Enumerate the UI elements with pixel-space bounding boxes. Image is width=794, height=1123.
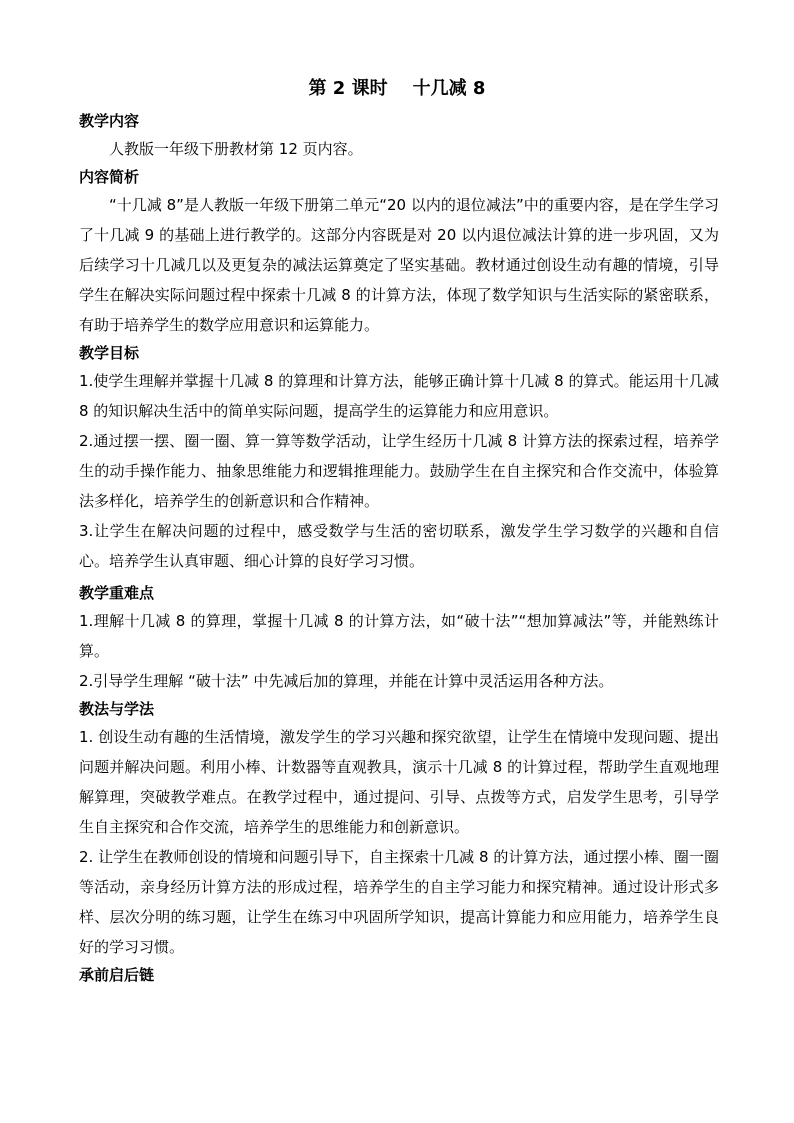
section-heading: 教法与学法 bbox=[79, 700, 155, 718]
document-body bbox=[79, 108, 719, 988]
paragraph: 2.引导学生理解 “破十法” 中先减后加的算理，并能在计算中灵活运用各种方法。 bbox=[79, 672, 614, 690]
paragraph: 1.使学生理解并掌握十几减 8 的算理和计算方法，能够正确计算十几减 8 的算式。能运用十几减 8 的知识解决生活中的简单实际问题，提高学生的运算能力和应用意识。 bbox=[79, 372, 719, 420]
section-heading: 承前启后链 bbox=[79, 966, 155, 984]
section-continuity bbox=[79, 962, 719, 988]
section-key-points bbox=[79, 580, 719, 696]
paragraph: 2. 让学生在教师创设的情境和问题引导下，自主探索十几减 8 的计算方法，通过摆小棒、圈一圈等活动，亲身经历计算方法的形成过程，培养学生的自主学习能力和探究精神。通过设计形式多样、层次分明的练习题，让学生在练习中巩固所学知识，提高计算能力和应用能力，培养学生良好的学习习惯。 bbox=[79, 848, 719, 956]
paragraph: 1. 创设生动有趣的生活情境，激发学生的学习兴趣和探究欲望，让学生在情境中发现问题、提出问题并解决问题。利用小棒、计数器等直观教具，演示十几减 8 的计算过程，帮助学生直观地理解算理，突破教学难点。在教学过程中，通过提问、引导、点拨等方式，启发学生思考，引导学生自主探究和合作交流，培养学生的思维能力和创新意识。 bbox=[79, 728, 719, 836]
paragraph: “十几减 8”是人教版一年级下册第二单元“20 以内的退位减法”中的重要内容，是在学生学习了十几减 9 的基础上进行教学的。这部分内容既是对 20 以内退位减法计算的进一步巩固，又为后续学习十几减几以及更复杂的减法运算奠定了坚实基础。教材通过创设生动有趣的情境，引导学生在解决实际问题过程中探索十几减 8 的计算方法，体现了数学知识与生活实际的紧密联系，有助于培养学生的数学应用意识和运算能力。 bbox=[79, 196, 719, 334]
paragraph: 1.理解十几减 8 的算理，掌握十几减 8 的计算方法，如“破十法”“想加算减法”等，并能熟练计算。 bbox=[79, 612, 719, 660]
paragraph: 3.让学生在解决问题的过程中，感受数学与生活的密切联系，激发学生学习数学的兴趣和自信心。培养学生认真审题、细心计算的良好学习习惯。 bbox=[79, 522, 719, 570]
section-teaching-goals bbox=[79, 340, 719, 576]
section-methods bbox=[79, 696, 719, 962]
section-heading: 教学重难点 bbox=[79, 584, 155, 602]
section-heading: 教学内容 bbox=[79, 112, 140, 130]
paragraph: 2.通过摆一摆、圈一圈、算一算等数学活动，让学生经历十几减 8 计算方法的探索过程，培养学生的动手操作能力、抽象思维能力和逻辑推理能力。鼓励学生在自主探究和合作交流中，体验算法多样化，培养学生的创新意识和合作精神。 bbox=[79, 432, 719, 510]
section-teaching-content bbox=[79, 108, 719, 164]
page-title: 第 2 课时 十几减 8 bbox=[308, 78, 486, 99]
section-heading: 教学目标 bbox=[79, 344, 140, 362]
section-content-analysis bbox=[79, 164, 719, 340]
paragraph: 人教版一年级下册教材第 12 页内容。 bbox=[109, 140, 363, 158]
section-heading: 内容简析 bbox=[79, 168, 140, 186]
